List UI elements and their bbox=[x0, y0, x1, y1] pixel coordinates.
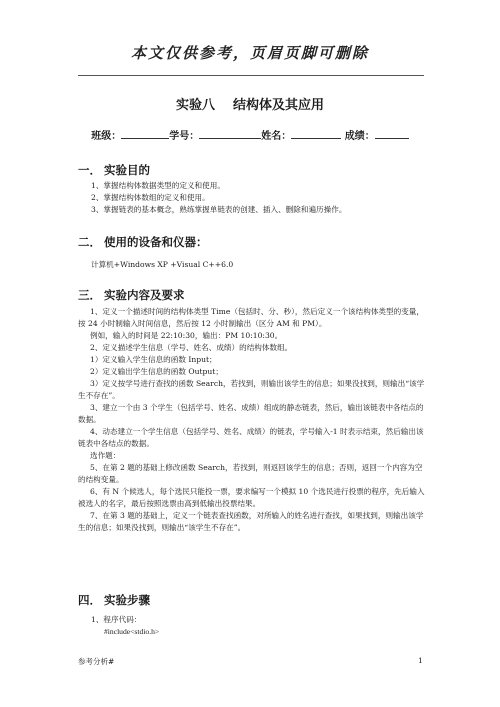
step-label: 1、程序代码： bbox=[91, 615, 142, 624]
content-paragraph: 4、动态建立一个学生信息（包括学号、姓名、成绩）的链表，学号输入-1 时表示结束，然后输出该链表中各结点的数据。 bbox=[78, 427, 424, 448]
footer-text: 参考分析# bbox=[78, 657, 115, 666]
section-4-body bbox=[78, 614, 428, 638]
page-number: 1 bbox=[418, 656, 423, 665]
header-divider bbox=[78, 75, 424, 76]
content-paragraph: 1、定义一个描述时间的结构体类型 Time（包括时、分、秒），然后定义一个该结构体类型的变量，按 24 小时制输入时间信息，然后按 12 小时制输出（区分 AM 和 PM）。 bbox=[78, 307, 424, 328]
content-paragraph: 例如，输入的时间是 22:10:30，输出：PM 10:10:30。 bbox=[90, 331, 283, 340]
student-no-label: 学号： bbox=[169, 131, 200, 142]
section-1-number: 一． bbox=[78, 163, 101, 177]
content-paragraph: 3）定义按学号进行查找的函数 Search，若找到，则输出该学生的信息；如果没找到，则输出“该学生不存在”。 bbox=[78, 379, 425, 400]
document-title: 实验八 结构体及其应用 bbox=[175, 98, 325, 113]
section-4-title: 实验步骤 bbox=[104, 593, 150, 607]
header-watermark: 本文仅供参考，页眉页脚可删除 bbox=[130, 44, 369, 62]
name-blank bbox=[291, 129, 341, 139]
code-line: #include<stdio.h> bbox=[104, 627, 160, 636]
section-3-number: 三． bbox=[78, 288, 101, 302]
name-label: 姓名： bbox=[261, 131, 292, 142]
equipment-text: 计算机+Windows XP +Visual C++6.0 bbox=[91, 260, 234, 269]
section-1-list bbox=[78, 180, 428, 216]
student-no-blank bbox=[199, 129, 261, 139]
list-item: 1、掌握结构体数据类型的定义和使用。 bbox=[91, 181, 225, 190]
section-3-body bbox=[78, 306, 428, 534]
content-paragraph: 6、有 N 个候选人，每个选民只能投一票，要求编写一个模拟 10 个选民进行投票的程序，先后输入被选人的名字，最后按照选票由高到低输出投票结果。 bbox=[78, 487, 425, 508]
content-paragraph: 选作题： bbox=[90, 451, 121, 460]
class-label: 班级： bbox=[91, 131, 122, 142]
section-2-body bbox=[78, 259, 428, 271]
section-4-heading bbox=[78, 592, 150, 608]
section-1-title: 实验目的 bbox=[104, 163, 150, 177]
section-3-heading bbox=[78, 287, 185, 303]
list-item: 3、掌握链表的基本概念，熟练掌握单链表的创建、插入、删除和遍历操作。 bbox=[91, 205, 347, 214]
score-blank bbox=[375, 129, 409, 139]
content-paragraph: 3、建立一个由 3 个学生（包括学号、姓名、成绩）组成的静态链表，然后，输出该链表中各结点的数据。 bbox=[78, 403, 424, 424]
section-2-heading bbox=[78, 234, 208, 250]
score-label: 成绩： bbox=[344, 131, 375, 142]
content-paragraph: 2）定义输出学生信息的函数 Output； bbox=[90, 367, 223, 376]
list-item: 2、掌握结构体数组的定义和使用。 bbox=[91, 193, 210, 202]
section-1-heading bbox=[78, 162, 150, 178]
content-paragraph: 5、在第 2 题的基础上修改函数 Search，若找到，则返回该学生的信息；否则，返回一个内容为空的结构变量。 bbox=[78, 463, 423, 484]
section-2-number: 二． bbox=[78, 235, 101, 249]
content-paragraph: 1）定义输入学生信息的函数 Input； bbox=[90, 355, 217, 364]
section-4-number: 四． bbox=[78, 593, 101, 607]
content-paragraph: 7、在第 3 题的基础上，定义一个链表查找函数，对所输入的姓名进行查找，如果找到，则输出该学生的信息；如果没找到，则输出“该学生不存在”。 bbox=[78, 511, 424, 532]
content-paragraph: 2、定义描述学生信息（学号、姓名、成绩）的结构体数组。 bbox=[90, 343, 293, 352]
class-blank bbox=[121, 129, 169, 139]
student-info-line bbox=[0, 127, 500, 142]
section-2-title: 使用的设备和仪器： bbox=[104, 235, 208, 249]
section-3-title: 实验内容及要求 bbox=[104, 288, 185, 302]
